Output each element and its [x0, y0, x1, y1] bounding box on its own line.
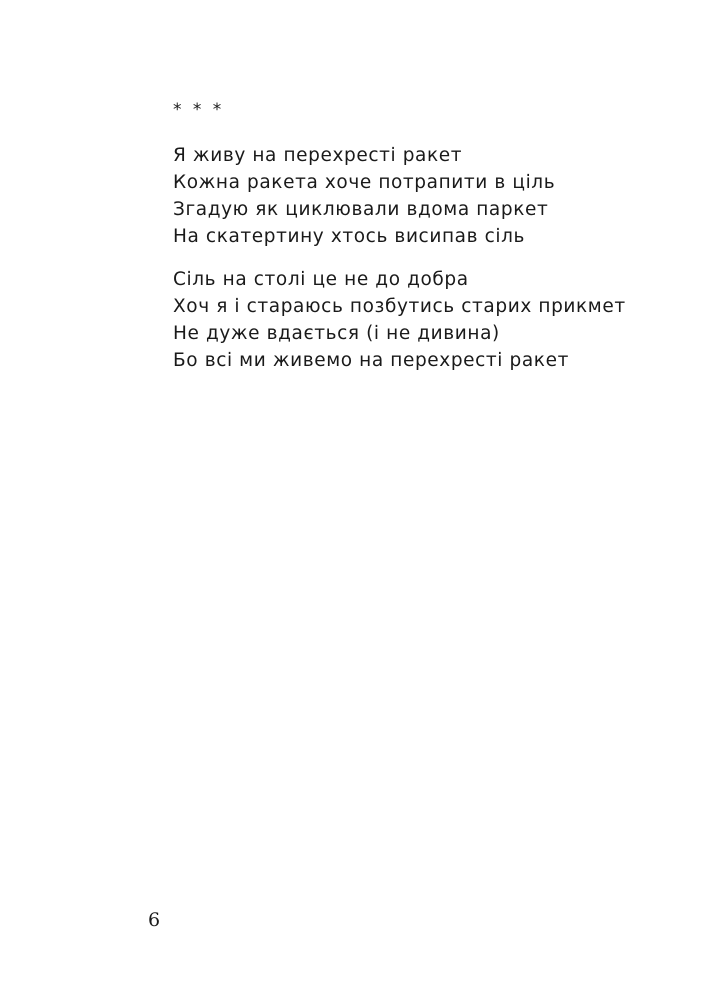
poem-line: Бо всі ми живемо на перехресті ракет [173, 350, 569, 371]
section-ornament: * * * [173, 100, 225, 120]
stanza-2 [173, 266, 626, 374]
page-number: 6 [148, 909, 161, 931]
poem-line: Згадую як циклювали вдома паркет [173, 199, 549, 220]
poem-line: Не дуже вдається (і не дивина) [173, 323, 500, 344]
poem-line: Сіль на столі це не до добра [173, 269, 469, 290]
poem-line: Я живу на перехресті ракет [173, 145, 463, 166]
stanza-1 [173, 142, 555, 250]
poem-line: Кожна ракета хоче потрапити в ціль [173, 172, 556, 193]
poem-line: Хоч я і стараюсь позбутись старих прикмет [173, 296, 626, 317]
poem-line: На скатертину хтось висипав сіль [173, 226, 526, 247]
